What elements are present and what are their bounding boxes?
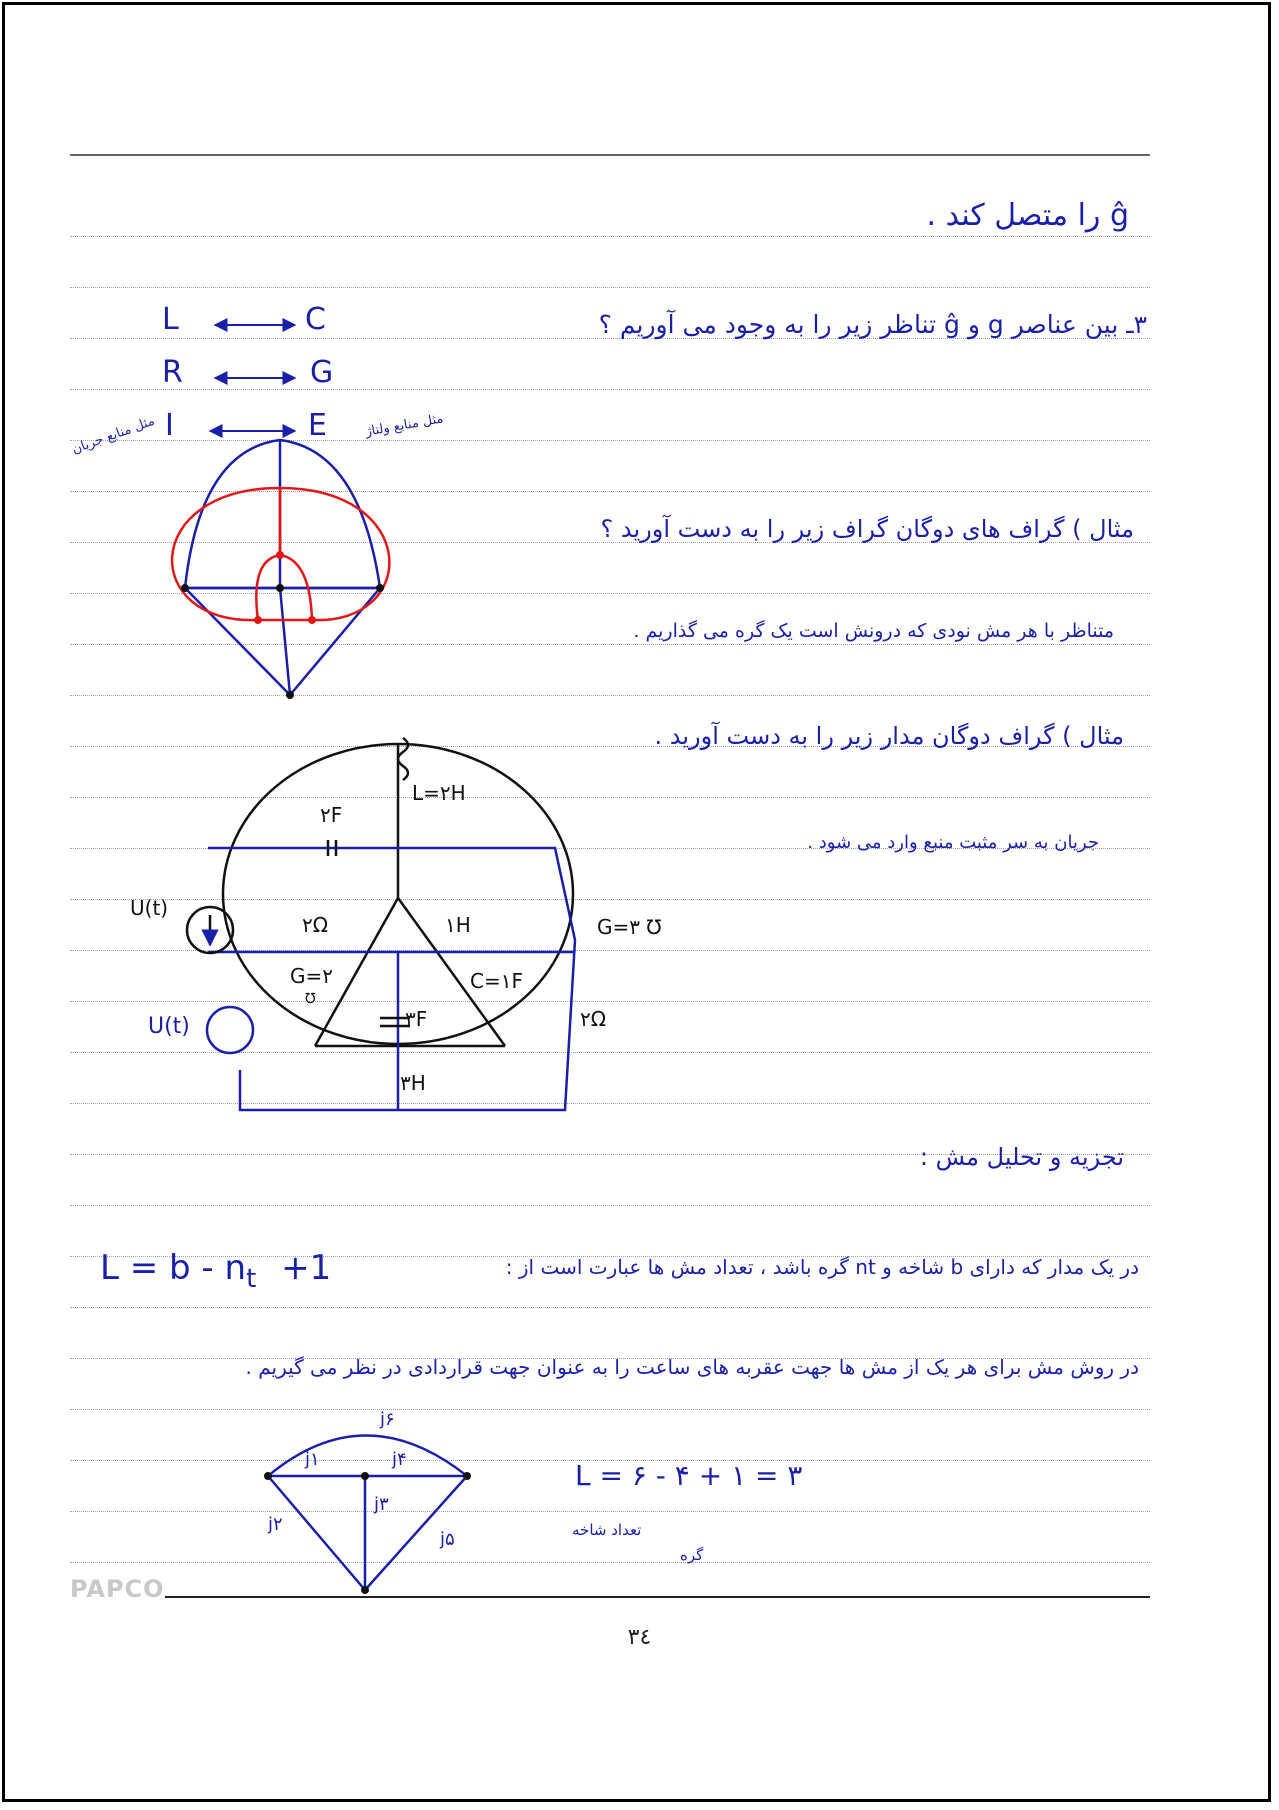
- branch-j2: j۲: [268, 1514, 283, 1535]
- label-l: L=۲H: [412, 781, 466, 805]
- label-r-left: ۲Ω: [302, 913, 329, 937]
- dual-pair-left-1: R: [162, 355, 183, 390]
- label-cap-top: ۲F: [320, 803, 343, 827]
- label-r-right: ۲Ω: [580, 1007, 607, 1031]
- label-ind-bottom: ۳H: [400, 1071, 426, 1095]
- dual-pair-left-2: I: [165, 408, 174, 443]
- label-g-inner-unit: ℧: [305, 991, 316, 1007]
- dual-graph-drawing: [172, 440, 389, 699]
- label-source-top: U(t): [130, 896, 169, 920]
- brand-logo: PAPCO: [70, 1575, 165, 1603]
- branch-j3: j۳: [374, 1494, 389, 1515]
- dual-pair-right-2: E: [308, 408, 327, 443]
- example-1: مثال ) گراف های دوگان گراف زیر را به دست آورید ؟: [600, 515, 1134, 543]
- branch-j4: j۴: [392, 1449, 407, 1470]
- label-branch-count: تعداد شاخه: [572, 1521, 642, 1539]
- dual-pair-right-1: G: [310, 355, 334, 390]
- branch-j6: j۶: [380, 1409, 395, 1430]
- dual-pair-right-0: C: [305, 302, 326, 337]
- note-1: متناظر با هر مش نودی که درونش است یک گره می گذاریم .: [633, 620, 1114, 642]
- branch-j5: j۵: [440, 1529, 455, 1550]
- label-g-inner: G=۲: [290, 964, 333, 988]
- circuit-drawing: [187, 738, 575, 1110]
- question-3: ۳ـ بین عناصر g و ĝ تناظر زیر را به وجود می آوریم ؟: [598, 310, 1147, 339]
- note-voltage-sources: مثل منابع ولتاژ: [364, 411, 445, 440]
- formula-rhs: +1: [281, 1248, 332, 1288]
- page-number: ۳٤: [627, 1625, 652, 1650]
- line-connect: ĝ را متصل کند .: [926, 198, 1129, 233]
- dual-pair-left-0: L: [162, 302, 179, 337]
- mesh-direction-statement: در روش مش برای هر یک از مش ها جهت عقربه های ساعت را به عنوان جهت قراردادی در نظر می گیریم .: [245, 1355, 1139, 1379]
- label-ind-right: ۱H: [445, 913, 471, 937]
- note-2: جریان به سر مثبت منبع وارد می شود .: [807, 832, 1099, 853]
- label-c-right: C=۱F: [470, 969, 523, 993]
- mesh-analysis-heading: تجزیه و تحلیل مش :: [919, 1143, 1124, 1171]
- note-current-sources: مثل منابع جریان: [70, 413, 157, 458]
- mesh-graph-labels: [267, 1409, 802, 1564]
- branch-j1: j۱: [305, 1449, 320, 1470]
- mesh-equation: L = ۶ - ۴ + ۱ = ۳: [575, 1459, 803, 1492]
- formula-sub: t: [246, 1263, 257, 1294]
- formula-lhs: L = b - n: [100, 1248, 247, 1288]
- label-node: گره: [680, 1546, 704, 1564]
- label-source-bottom: U(t): [148, 1014, 190, 1039]
- example-2: مثال ) گراف دوگان مدار زیر را به دست آورید .: [654, 722, 1124, 750]
- duality-arrows: [210, 325, 295, 431]
- label-cap-mid: ۳F: [405, 1007, 428, 1031]
- mesh-count-statement: در یک مدار که دارای b شاخه و nt گره باشد ، تعداد مش ها عبارت است از :: [505, 1255, 1139, 1279]
- label-g-right: G=۳ ℧: [597, 915, 662, 939]
- mesh-graph-drawing: [264, 1436, 471, 1595]
